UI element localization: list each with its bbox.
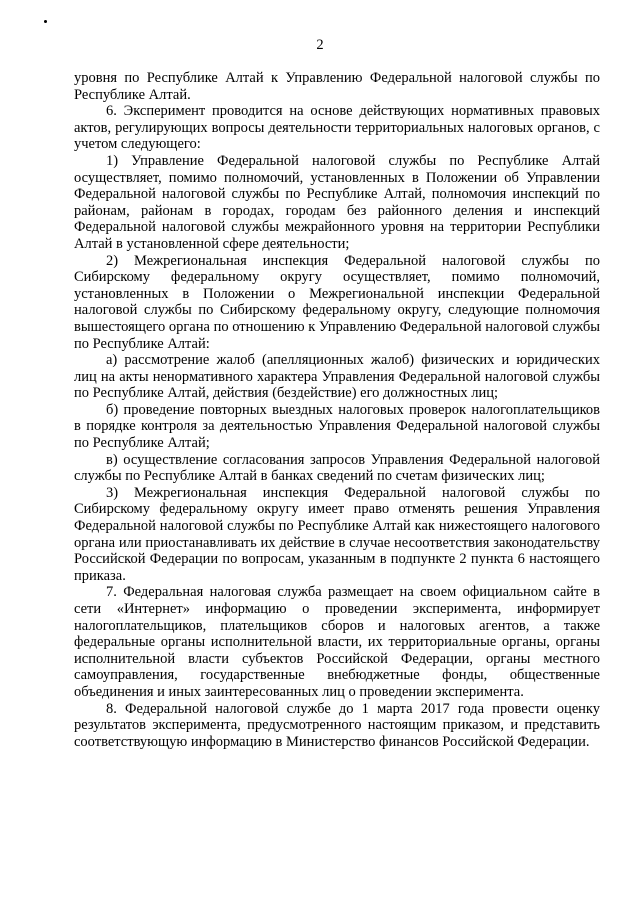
paragraph-subitem-2: 2) Межрегиональная инспекция Федеральной налоговой службы по Сибирскому федеральному округу осуществляет, помимо полномочий, установленных в Положении о Межрегиональной инспекции Федеральной налоговой службы по Сибирскому федеральному округу, следующие полномочия вышестоящего органа по отношению к Управлению Федеральной налоговой службы по Республике Алтай: <box>74 252 600 352</box>
document-body <box>74 70 600 750</box>
paragraph-subitem-2v: в) осуществление согласования запросов Управления Федеральной налоговой службы по Республике Алтай в банках сведений по счетам физических лиц; <box>74 451 600 485</box>
scan-speck <box>44 20 47 23</box>
page-number: 2 <box>316 37 324 53</box>
paragraph-subitem-1: 1) Управление Федеральной налоговой службы по Республике Алтай осуществляет, помимо полномочий, установленных в Положении об Управлении Федеральной налоговой службы по Республике Алтай, полномочия инспекций по районам, районам в городах, городам без районного деления и инспекций Федеральной налоговой службы межрайонного уровня на территории Республики Алтай в установленной сфере деятельности; <box>74 152 600 252</box>
paragraph-continuation: уровня по Республике Алтай к Управлению Федеральной налоговой службы по Республике Алтай. <box>74 70 600 103</box>
paragraph-item-8: 8. Федеральной налоговой службе до 1 марта 2017 года провести оценку результатов эксперимента, предусмотренного настоящим приказом, и представить соответствующую информацию в Министерство финансов Российской Федерации. <box>74 700 600 750</box>
paragraph-item-7: 7. Федеральная налоговая служба размещает на своем официальном сайте в сети «Интернет» информацию о проведении эксперимента, информирует налогоплательщиков, плательщиков сборов и налоговых агентов, а также федеральные органы исполнительной власти, их территориальные органы, органы исполнительной власти субъектов Российской Федерации, органы местного самоуправления, государственные внебюджетные фонды, общественные объединения и иных заинтересованных лиц о проведении эксперимента. <box>74 584 600 700</box>
paragraph-subitem-2a: а) рассмотрение жалоб (апелляционных жалоб) физических и юридических лиц на акты ненормативного характера Управления Федеральной налоговой службы по Республике Алтай, действия (бездействие) его должностных лиц; <box>74 352 600 402</box>
paragraph-subitem-2b: б) проведение повторных выездных налоговых проверок налогоплательщиков в порядке контроля за деятельностью Управления Федеральной налоговой службы по Республике Алтай; <box>74 401 600 452</box>
paragraph-subitem-3: 3) Межрегиональная инспекция Федеральной налоговой службы по Сибирскому федеральному округу имеет право отменять решения Управления Федеральной налоговой службы по Республике Алтай как нижестоящего налогового органа или приостанавливать их действие в случае несоответствия законодательству Российской Федерации по вопросам, указанным в подпункте 2 пункта 6 настоящего приказа. <box>74 484 600 584</box>
paragraph-item-6: 6. Эксперимент проводится на основе действующих нормативных правовых актов, регулирующих вопросы деятельности территориальных налоговых органов, с учетом следующего: <box>74 103 600 153</box>
